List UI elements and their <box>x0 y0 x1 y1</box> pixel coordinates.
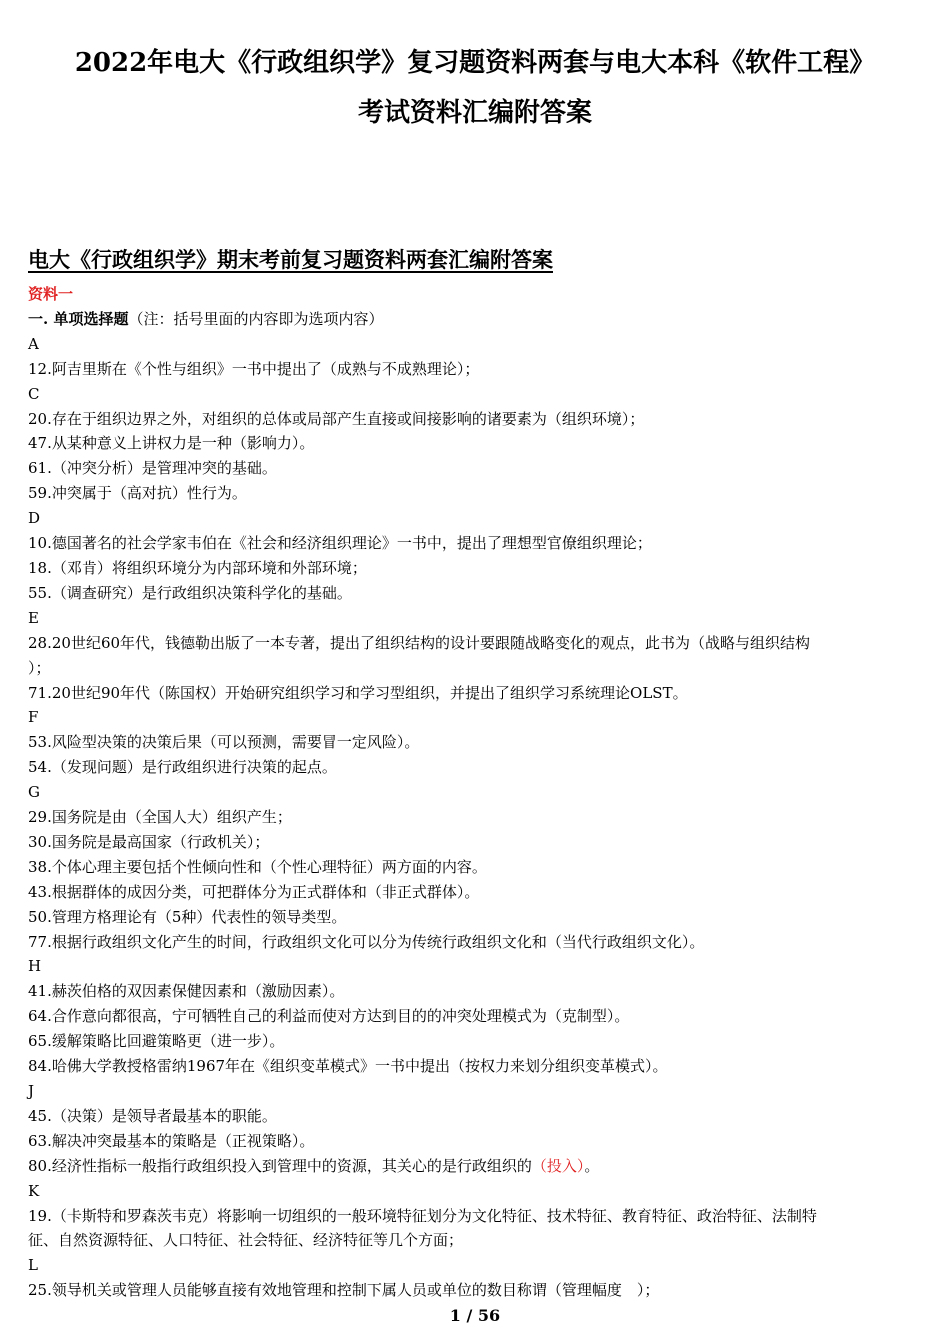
letter-heading-g: G <box>28 783 40 802</box>
question-list <box>28 282 922 1303</box>
page-number: 1 / 56 <box>449 1306 501 1325</box>
question-type-heading <box>28 307 922 332</box>
letter-heading-d: D <box>28 509 41 528</box>
question-item: 77.根据行政组织文化产生的时间，行政组织文化可以分为传统行政组织文化和（当代行政组织文化）。 <box>28 932 705 951</box>
letter-heading-k: K <box>28 1181 40 1200</box>
question-item-continued: ）； <box>28 658 51 677</box>
letter-heading-f: F <box>28 708 39 727</box>
question-text-end: 。 <box>584 1156 600 1175</box>
question-item: 38.个体心理主要包括个性倾向性和（个性心理特征）两方面的内容。 <box>28 857 487 876</box>
source-label: 资料一 <box>28 285 74 303</box>
letter-heading-c: C <box>28 384 40 403</box>
question-item: 12.阿吉里斯在《个性与组织》一书中提出了（成熟与不成熟理论）； <box>28 359 480 378</box>
question-item: 50.管理方格理论有（5种）代表性的领导类型。 <box>28 907 347 926</box>
letter-heading-a: A <box>28 334 39 353</box>
question-item: 61.（冲突分析）是管理冲突的基础。 <box>28 459 277 478</box>
question-item: 84.哈佛大学教授格雷纳1967年在《组织变革模式》一书中提出（按权力来划分组织变革模式）。 <box>28 1057 668 1076</box>
section-heading: 电大《行政组织学》期末考前复习题资料两套汇编附答案 <box>28 247 553 272</box>
question-item: 59.冲突属于（高对抗）性行为。 <box>28 484 247 503</box>
document-title-line-2: 考试资料汇编附答案 <box>357 98 592 128</box>
question-type: 一. 单项选择题 <box>28 309 129 328</box>
question-item: 64.合作意向都很高，宁可牺牲自己的利益而使对方达到目的的冲突处理模式为（克制型）。 <box>28 1007 630 1026</box>
letter-heading-l: L <box>28 1256 38 1275</box>
letter-heading-j: J <box>28 1082 35 1100</box>
letter-heading-h: H <box>28 957 42 976</box>
question-item: 54.（发现问题）是行政组织进行决策的起点。 <box>28 758 337 777</box>
question-item: 63.解决冲突最基本的策略是（正视策略）。 <box>28 1131 315 1150</box>
question-note: （注：括号里面的内容即为选项内容） <box>128 309 384 328</box>
document-title-line-1: 2022年电大《行政组织学》复习题资料两套与电大本科《软件工程》 <box>74 48 876 78</box>
question-item: 47.从某种意义上讲权力是一种（影响力）。 <box>28 434 315 453</box>
question-item: 43.根据群体的成因分类，可把群体分为正式群体和（非正式群体）。 <box>28 882 480 901</box>
question-text: 80.经济性指标一般指行政组织投入到管理中的资源，其关心的是行政组织的 <box>28 1156 532 1175</box>
question-item: 10.德国著名的社会学家韦伯在《社会和经济组织理论》一书中，提出了理想型官僚组织理论； <box>28 534 652 553</box>
question-item: 25.领导机关或管理人员能够直接有效地管理和控制下属人员或单位的数目称谓（管理幅度 ）； <box>28 1281 660 1300</box>
letter-heading-e: E <box>28 608 39 627</box>
question-item-continued: 征、自然资源特征、人口特征、社会特征、经济特征等几个方面； <box>28 1231 464 1250</box>
question-item: 55.（调查研究）是行政组织决策科学化的基础。 <box>28 583 352 602</box>
question-item: 65.缓解策略比回避策略更（进一步）。 <box>28 1032 285 1051</box>
question-item: 28.20世纪60年代，钱德勒出版了一本专著，提出了组织结构的设计要跟随战略变化的观点，此书为（战略与组织结构 <box>28 633 811 652</box>
question-item: 19.（卡斯特和罗森茨韦克）将影响一切组织的一般环境特征划分为文化特征、技术特征、教育特征、政治特征、法制特 <box>28 1206 817 1225</box>
highlighted-answer: （投入） <box>531 1156 585 1175</box>
question-item: 29.国务院是由（全国人大）组织产生； <box>28 808 292 827</box>
question-item: 30.国务院是最高国家（行政机关）； <box>28 832 270 851</box>
question-item: 71.20世纪90年代（陈国权）开始研究组织学习和学习型组织，并提出了组织学习系统理论OLST。 <box>28 683 688 702</box>
question-item: 18.（邓肯）将组织环境分为内部环境和外部环境； <box>28 558 367 577</box>
question-item <box>28 1154 922 1179</box>
question-item: 20.存在于组织边界之外，对组织的总体或局部产生直接或间接影响的诸要素为（组织环境）； <box>28 409 645 428</box>
question-item: 53.风险型决策的决策后果（可以预测，需要冒一定风险）。 <box>28 733 420 752</box>
question-item: 41.赫茨伯格的双因素保健因素和（激励因素）。 <box>28 982 345 1001</box>
question-item: 45.（决策）是领导者最基本的职能。 <box>28 1106 277 1125</box>
